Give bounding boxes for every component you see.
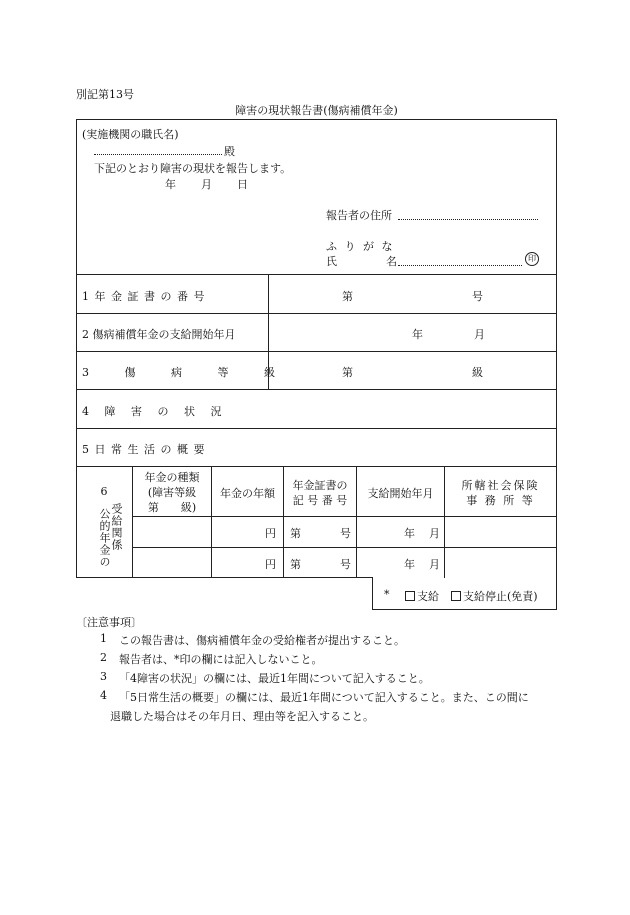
pay-label: 支給	[417, 590, 439, 603]
row3-suffix: 級	[472, 366, 483, 379]
agency-label: (実施機関の職氏名)	[82, 128, 179, 141]
note-number: 2	[100, 651, 107, 664]
grid-hline	[132, 547, 557, 548]
row2-month: 月	[474, 328, 485, 341]
table-border-top	[76, 119, 557, 120]
seal-mark: 印	[525, 252, 539, 266]
row3-label: 3 傷 病 等 級	[82, 366, 276, 379]
decision-box-bottom	[372, 609, 557, 610]
asterisk-mark: *	[384, 588, 390, 601]
row-go: 号	[340, 527, 351, 540]
row-go: 号	[340, 558, 351, 571]
row-yen: 円	[265, 558, 276, 571]
header-office-2: 事 務 所 等	[466, 494, 535, 507]
address-label: 報告者の住所	[326, 209, 392, 222]
row1-suffix: 号	[472, 290, 483, 303]
section6-label-col1: 公的年金の	[98, 508, 111, 568]
row3-prefix: 第	[342, 366, 353, 379]
stop-option[interactable]	[451, 588, 538, 604]
name-label-2: 名	[386, 255, 397, 268]
table-border-bottom-left	[76, 577, 372, 578]
header-type-1: 年金の種類	[144, 471, 200, 484]
date-year: 年	[165, 178, 176, 191]
row-month: 月	[429, 558, 440, 571]
row2-year: 年	[412, 328, 423, 341]
note-text: この報告書は、傷病補償年金の受給権者が提出すること。	[119, 634, 405, 647]
honorific: 殿	[224, 145, 235, 158]
row-divider	[76, 351, 557, 352]
note-number: 3	[100, 670, 107, 683]
row-month: 月	[429, 527, 440, 540]
grid-vline	[356, 466, 357, 578]
section6-number: 6	[100, 485, 108, 498]
row-year: 年	[404, 527, 415, 540]
note-text: 「4障害の状況」の欄には、最近1年間について記入すること。	[119, 672, 430, 685]
row-divider	[76, 428, 557, 429]
header-cert-1: 年金証書の	[292, 479, 348, 492]
header-office-1: 所轄社会保険	[461, 479, 540, 492]
form-number: 別記第13号	[76, 88, 134, 101]
note-number: 1	[100, 632, 107, 645]
name-label-1: 氏	[326, 255, 337, 268]
row4-label: 4 障 害 の 状 況	[82, 405, 223, 418]
row1-label: 1 年 金 証 書 の 番 号	[82, 290, 206, 303]
row-year: 年	[404, 558, 415, 571]
date-day: 日	[237, 178, 248, 191]
header-amount: 年金の年額	[220, 487, 275, 500]
row-dai: 第	[290, 527, 301, 540]
date-month: 月	[201, 178, 212, 191]
notes-heading: 〔注意事項〕	[76, 616, 142, 629]
row5-label: 5 日 常 生 活 の 概 要	[82, 443, 206, 456]
furigana-label: ふ り が な	[326, 240, 395, 253]
row-yen: 円	[265, 527, 276, 540]
checkbox-icon[interactable]	[451, 591, 461, 601]
agency-dotted-line	[94, 154, 222, 155]
note-number: 4	[100, 689, 107, 702]
row-divider	[76, 313, 557, 314]
section6-label-col2: 受給関係	[110, 503, 123, 551]
row1-prefix: 第	[342, 290, 353, 303]
grid-vline	[211, 466, 212, 578]
note-text-continuation: 退職した場合はその年月日、理由等を記入すること。	[110, 710, 374, 723]
stop-label: 支給停止(免責)	[463, 590, 538, 603]
form-title: 障害の現状報告書(傷病補償年金)	[235, 104, 398, 117]
note-text: 「5日常生活の概要」の欄には、最近1年間について記入すること。また、この間に	[119, 691, 529, 704]
decision-box-left	[372, 577, 373, 610]
intro-text: 下記のとおり障害の現状を報告します。	[94, 162, 292, 175]
row2-label: 2 傷病補償年金の支給開始年月	[82, 328, 236, 341]
checkbox-icon[interactable]	[405, 591, 415, 601]
row-divider	[76, 274, 557, 275]
row-dai: 第	[290, 558, 301, 571]
grid-hline	[132, 516, 557, 517]
header-start: 支給開始年月	[367, 487, 434, 500]
row-divider	[76, 389, 557, 390]
name-field[interactable]	[398, 265, 522, 266]
header-type-2: (障害等級	[147, 486, 197, 499]
header-type-3: 第 級)	[147, 501, 197, 514]
table-border-left	[76, 119, 77, 578]
table-border-right	[556, 119, 557, 610]
row-divider	[76, 466, 557, 467]
note-text: 報告者は、*印の欄には記入しないこと。	[119, 653, 323, 666]
pay-option[interactable]	[405, 588, 439, 604]
address-field[interactable]	[398, 219, 538, 220]
header-cert-2: 記 号 番 号	[292, 494, 348, 507]
